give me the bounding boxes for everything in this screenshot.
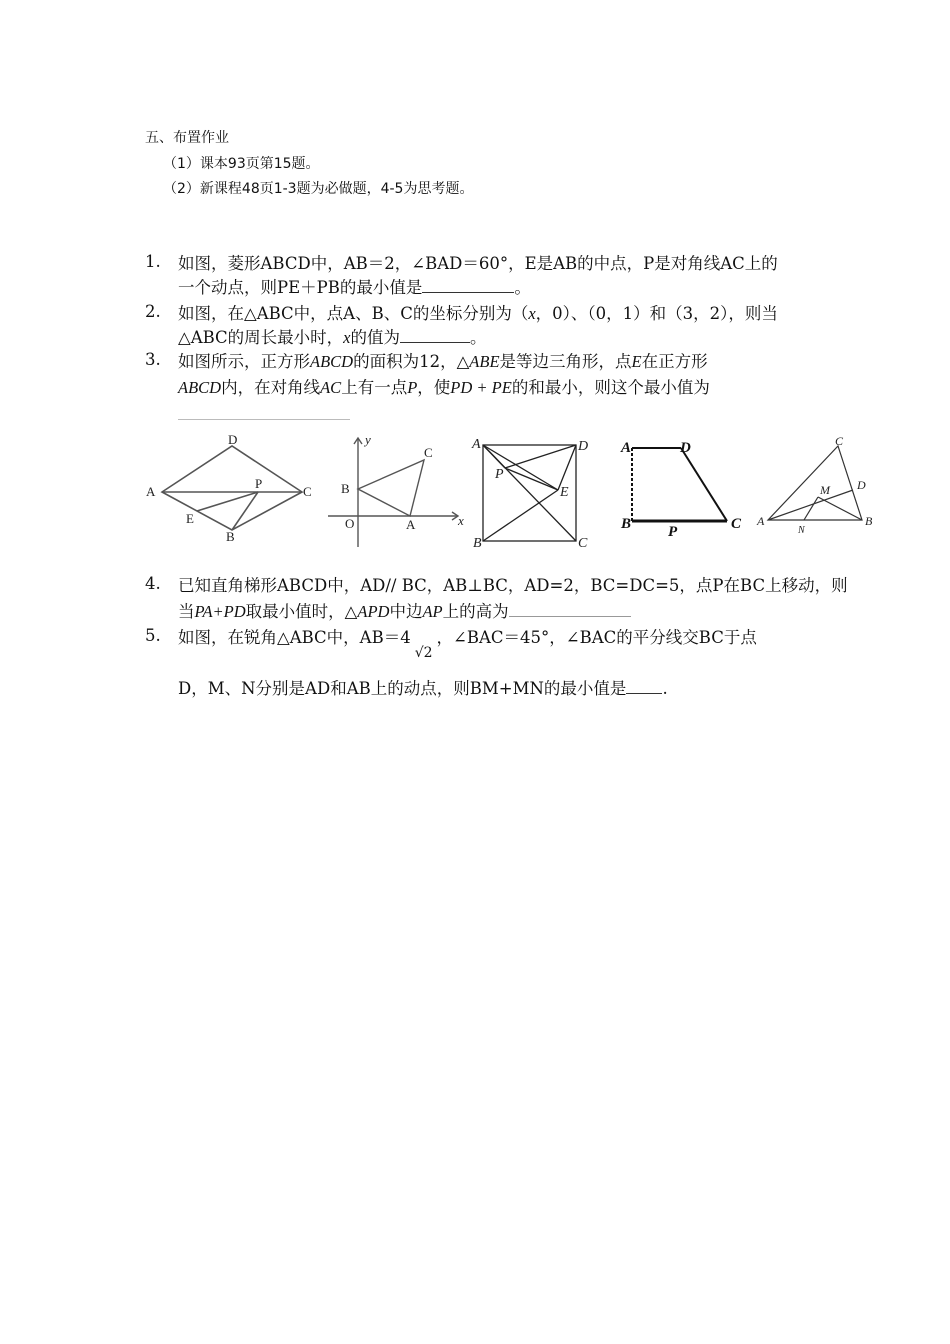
rhombus-figure — [162, 446, 302, 530]
q5-number: 5. — [145, 626, 161, 645]
coord-label-c: C — [424, 445, 433, 460]
trapezoid-label-d: D — [680, 440, 691, 456]
rhombus-label-p: P — [255, 476, 263, 491]
square-label-c: C — [578, 536, 588, 551]
square-label-a: A — [472, 437, 481, 452]
q4-line2: 当PA+PD取最小值时，△APD中边AP上的高为 — [178, 600, 631, 624]
homework-item-2: （2）新课程48页1-3题为必做题，4-5为思考题。 — [163, 181, 474, 197]
trapezoid-label-c: C — [731, 516, 742, 532]
q2-number: 2. — [145, 302, 161, 321]
coord-label-o: O — [345, 516, 355, 531]
square-label-p: P — [495, 467, 504, 482]
q4-number: 4. — [145, 574, 161, 593]
q2-line2: △ABC的周长最小时，x的值为 。 — [178, 328, 487, 347]
q1-number: 1. — [145, 252, 161, 271]
q5-line1: 如图，在锐角△ABC中，AB＝4√2，∠BAC＝45°，∠BAC的平分线交BC于点 — [178, 626, 757, 651]
q3-line1: 如图所示，正方形ABCD的面积为12，△ABE是等边三角形，点E在正方形 — [178, 352, 708, 371]
q4-answer-blank[interactable] — [509, 602, 631, 617]
triangle-label-a: A — [757, 514, 765, 528]
trapezoid-label-a: A — [621, 440, 632, 456]
square-label-d: D — [578, 439, 589, 454]
triangle-label-n: N — [798, 525, 805, 536]
triangle-label-m: M — [820, 483, 830, 497]
q2-line1: 如图，在△ABC中，点A、B、C的坐标分别为（x，0）、（0，1）和（3，2），则当 — [178, 304, 778, 323]
triangle-label-c: C — [835, 434, 844, 448]
q1-line1: 如图，菱形ABCD中，AB＝2，∠BAD＝60°，E是AB的中点，P是对角线AC上的 — [178, 254, 778, 273]
q5-answer-blank[interactable] — [626, 679, 662, 694]
q4-line1: 已知直角梯形ABCD中，AD// BC，AB⊥BC，AD=2，BC=DC=5，点P在BC上移动，则 — [178, 576, 848, 595]
figures-row — [140, 432, 900, 557]
triangle-figure — [768, 446, 862, 520]
q3-number: 3. — [145, 350, 161, 369]
q1-line2: 一个动点，则PE＋PB的最小值是 。 — [178, 278, 531, 297]
q5-sqrt: √2 — [414, 645, 433, 661]
coord-label-x: x — [458, 513, 464, 528]
homework-heading: 五、布置作业 — [145, 130, 229, 146]
square-label-b: B — [473, 536, 482, 551]
rhombus-label-b: B — [226, 529, 235, 544]
trapezoid-label-b: B — [621, 516, 632, 532]
rhombus-label-d: D — [228, 432, 238, 447]
trapezoid-figure — [632, 448, 727, 521]
triangle-label-b: B — [865, 514, 873, 528]
rhombus-label-a: A — [146, 484, 156, 499]
coord-label-b: B — [341, 481, 350, 496]
q3-answer-blank[interactable] — [178, 419, 350, 420]
homework-item-1: （1）课本93页第15题。 — [163, 156, 320, 172]
q2-answer-blank[interactable] — [400, 328, 470, 343]
q5-line2: D，M、N分别是AD和AB上的动点，则BM+MN的最小值是 . — [178, 679, 668, 698]
triangle-label-d: D — [857, 478, 866, 492]
coord-label-y: y — [365, 432, 371, 447]
trapezoid-label-p: P — [668, 524, 678, 540]
coord-label-a: A — [406, 517, 416, 532]
q3-line2: ABCD内，在对角线AC上有一点P，使PD + PE的和最小，则这个最小值为 — [178, 378, 710, 397]
rhombus-label-c: C — [303, 484, 312, 499]
rhombus-label-e: E — [186, 511, 194, 526]
q1-answer-blank[interactable] — [422, 278, 514, 293]
square-label-e: E — [560, 485, 569, 500]
